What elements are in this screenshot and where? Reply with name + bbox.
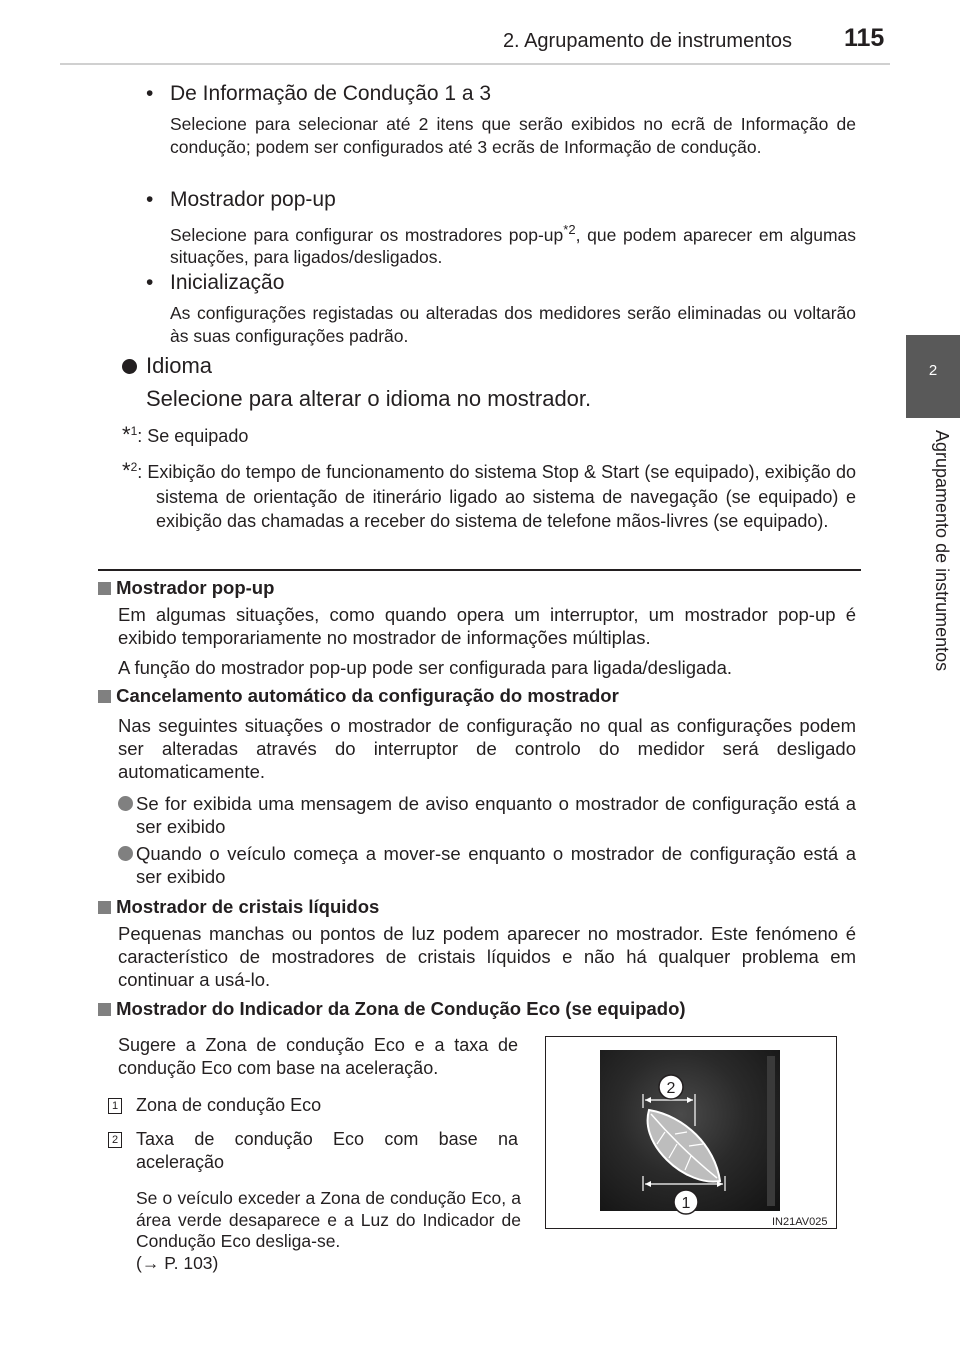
item-text: , que podem aparecer em algumas situações, para ligados/desligados. <box>170 224 857 268</box>
idioma-bullet <box>122 353 137 378</box>
header-rule <box>60 63 890 65</box>
eco-indicator-diagram <box>545 1036 835 1227</box>
list-item: Quando o veículo começa a mover-se enquanto o mostrador de configuração está a ser exibido <box>136 843 856 887</box>
eco-intro: Sugere a Zona de condução Eco e a taxa de condução Eco com base na aceleração. <box>118 1035 518 1078</box>
footnote-mark: * <box>122 422 131 447</box>
square-bullet-icon <box>98 582 111 595</box>
item-description: Selecione para selecionar até 2 itens que serão exibidos no ecrã de Informação de condução; podem ser configurados até 3 ecrãs de Informação de condução. <box>170 114 856 157</box>
section-paragraph: Em algumas situações, como quando opera um interruptor, um mostrador pop-up é exibido temporariamente no mostrador de informações múltiplas. <box>118 604 856 648</box>
callout-1: 1 <box>681 1195 691 1212</box>
footnote-text: : Exibição do tempo de funcionamento do sistema Stop & Start (se equipado), exibição do sistema de orientação de itinerário ligado ao sistema de navegação (se equipado) e exibição das chamadas a receber do sistema de telefone mãos-livres (se equipado). <box>137 462 856 531</box>
bullet-circle-icon <box>122 359 137 374</box>
square-bullet-icon <box>98 901 111 914</box>
callout-2: 2 <box>666 1080 676 1097</box>
eco-item-1 <box>108 1094 122 1117</box>
chapter-number: 2 <box>928 362 938 379</box>
footnote-text: : Se equipado <box>137 426 249 446</box>
list-bullet <box>118 842 133 865</box>
heading-text: Mostrador pop-up <box>116 577 275 598</box>
side-bar <box>767 1056 775 1206</box>
footnote-1 <box>122 420 248 447</box>
item-number: 2 <box>108 1132 122 1148</box>
eco-item-2 <box>108 1128 122 1151</box>
item-title: Inicialização <box>170 271 285 294</box>
item-bullet: • <box>146 188 154 211</box>
eco-note: Se o veículo exceder a Zona de condução Eco, a área verde desaparece e a Luz do Indicador de Condução Eco desliga-se. <box>136 1188 521 1251</box>
footnote-2 <box>122 455 856 534</box>
item-title: Mostrador pop-up <box>170 188 336 211</box>
list-bullet <box>118 792 133 815</box>
chapter-label: Agrupamento de instrumentos <box>932 430 952 672</box>
footnote-num: 1 <box>130 424 138 438</box>
idioma-text: Selecione para alterar o idioma no mostrador. <box>146 386 592 411</box>
eco-item-2-text: Taxa de condução Eco com base na aceleração <box>136 1129 518 1172</box>
item-bullet: • <box>146 82 154 105</box>
section-heading <box>98 576 274 600</box>
item-number: 1 <box>108 1098 122 1114</box>
section-divider <box>98 569 861 571</box>
heading-text: Cancelamento automático da configuração do mostrador <box>116 685 619 706</box>
page-reference[interactable]: (→ P. 103) <box>136 1253 219 1273</box>
item-title: De Informação de Condução 1 a 3 <box>170 82 492 105</box>
section-paragraph: Nas seguintes situações o mostrador de configuração no qual as configurações podem ser alteradas através do interruptor de controlo do medidor será desligado automaticamente. <box>118 715 856 782</box>
section-heading <box>98 684 619 708</box>
figure-code: IN21AV025 <box>772 1216 828 1228</box>
section-paragraph: Pequenas manchas ou pontos de luz podem aparecer no mostrador. Este fenómeno é característico de mostradores de cristais líquidos e não há qualquer problema em continuar a usá-lo. <box>118 923 856 990</box>
heading-text: Mostrador do Indicador da Zona de Condução Eco (se equipado) <box>116 998 686 1019</box>
section-paragraph: A função do mostrador pop-up pode ser configurada para ligada/desligada. <box>118 657 733 678</box>
item-bullet: • <box>146 271 154 294</box>
square-bullet-icon <box>98 1003 111 1016</box>
page-number: 115 <box>844 24 885 52</box>
bullet-circle-icon <box>118 796 133 811</box>
item-text: Selecione para configurar os mostradores pop-up <box>170 224 564 245</box>
footnote-ref: *2 <box>563 222 576 237</box>
list-item: Se for exibida uma mensagem de aviso enquanto o mostrador de configuração está a ser exibido <box>136 793 856 837</box>
section-title: 2. Agrupamento de instrumentos <box>502 30 792 52</box>
bullet-circle-icon <box>118 846 133 861</box>
leaf-icon <box>648 1110 720 1182</box>
item-description <box>170 219 856 269</box>
idioma-title: Idioma <box>146 353 213 378</box>
eco-item-1-text: Zona de condução Eco <box>136 1095 322 1115</box>
section-heading <box>98 895 379 919</box>
footnote-num: 2 <box>130 460 138 474</box>
square-bullet-icon <box>98 690 111 703</box>
footnote-mark: * <box>122 458 131 483</box>
heading-text: Mostrador de cristais líquidos <box>116 896 380 917</box>
section-heading <box>98 997 686 1021</box>
item-description: As configurações registadas ou alteradas dos medidores serão eliminadas ou voltarão às suas configurações padrão. <box>170 303 856 346</box>
